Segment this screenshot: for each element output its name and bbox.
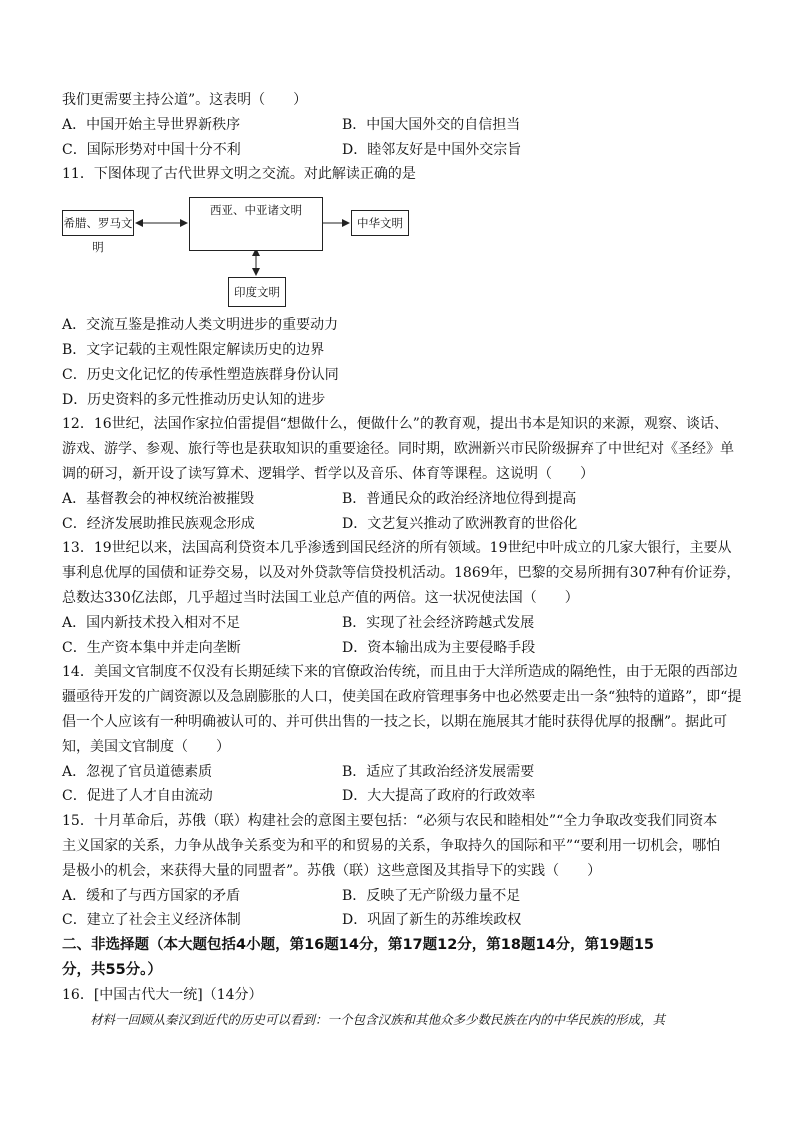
q15-option-b: B．反映了无产阶级力量不足 [342,887,521,904]
q15-stem-line-2: 主义国家的关系，力争从战争关系变为和平的和贸易的关系，争取持久的国际和平”“要利用一切机会，哪怕 [62,837,721,854]
q15-option-d: D．巩固了新生的苏维埃政权 [342,912,522,929]
q13-options-row1 [62,611,742,636]
q10-option-b: B．中国大国外交的自信担当 [342,116,521,133]
q12-options-row1 [62,487,742,512]
q13-stem-line-3: 总数达330亿法郎，几乎超过当时法国工业总产值的两倍。这一状况使法国（ ） [62,589,579,606]
q15-option-c: C．建立了社会主义经济体制 [62,912,241,929]
section2-heading-line-2: 分，共55分。） [62,961,162,978]
q12-option-d: D．文艺复兴推动了欧洲教育的世俗化 [342,515,578,532]
chinese-civilization-box [351,210,409,236]
q11-option-a: A．交流互鉴是推动人类文明进步的重要动力 [62,317,339,334]
q10-option-c: C．国际形势对中国十分不利 [62,141,241,158]
q12-stem-line-3: 调的研习，新开设了读写算术、逻辑学、哲学以及音乐、体育等课程。这说明（ ） [62,465,594,482]
greece-rome-label: 希腊、罗马文明 [63,216,133,255]
q14-option-d: D．大大提高了政府的行政效率 [342,788,536,805]
q13-stem-line-1: 13．19世纪以来，法国高利贷资本几乎渗透到国民经济的所有领域。19世纪中叶成立的几家大银行，主要从 [62,540,732,557]
q14-option-c: C．促进了人才自由流动 [62,788,213,805]
q12-option-b: B．普通民众的政治经济地位得到提高 [342,490,577,507]
indian-civilization-box [228,277,286,307]
q15-options-row2 [62,908,742,933]
q10-option-a: A．中国开始主导世界新秩序 [62,116,241,133]
q12-option-c: C．经济发展助推民族观念形成 [62,515,255,532]
q14-option-a: A．忽视了官员道德素质 [62,763,213,780]
q13-stem-line-2: 事利息优厚的国债和证券交易，以及对外贷款等信贷投机活动。1869年，巴黎的交易所拥有307种有价证券， [62,565,741,582]
indian-civilization-label: 印度文明 [234,285,280,300]
section2-heading-line-1: 二、非选择题（本大题包括4小题，第16题14分，第17题12分，第18题14分，第19题15 [62,937,655,954]
q11-option-c: C．历史文化记忆的传承性塑造族群身份认同 [62,366,339,383]
q10-options-row2 [62,138,742,163]
q15-options-row1 [62,884,742,909]
q13-options-row2 [62,636,742,661]
exam-page [62,88,742,1032]
greece-rome-box [62,210,134,255]
q11-option-d: D．历史资料的多元性推动历史认知的进步 [62,391,326,408]
west-central-asia-label: 西亚、中亚诸文明 [210,203,302,218]
q10-options-row1 [62,113,742,138]
q14-stem-line-3: 倡一个人应该有一种明确被认可的、并可供出售的一技之长，以期在施展其才能时获得优厚的报酬”。据此可 [62,713,728,730]
q16-stem: 16．[中国古代大一统]（14分） [62,986,263,1003]
q14-stem-line-1: 14．美国文官制度不仅没有长期延续下来的官僚政治传统，而且由于大洋所造成的隔绝性，由于无限的西部边 [62,664,738,681]
q14-stem-line-4: 知，美国文官制度（ ） [62,738,230,755]
q15-stem-line-3: 是极小的机会，来获得大量的同盟者”。苏俄（联）这些意图及其指导下的实践（ ） [62,862,602,879]
west-central-asia-box [189,197,323,251]
q10-stem: 我们更需要主持公道”。这表明（ ） [62,92,308,108]
q14-option-b: B．适应了其政治经济发展需要 [342,763,535,780]
q14-options-row2 [62,784,742,809]
q16-material: 材料一回顾从秦汉到近代的历史可以看到：一个包含汉族和其他众多少数民族在内的中华民族的形成，其 [90,1011,666,1027]
q13-option-c: C．生产资本集中并走向垄断 [62,639,241,656]
q12-option-a: A．基督教会的神权统治被摧毁 [62,490,255,507]
q13-option-d: D．资本输出成为主要侵略手段 [342,639,536,656]
chinese-civilization-label: 中华文明 [357,216,403,231]
q14-stem-line-2: 疆亟待开发的广阔资源以及急剧膨胀的人口，使美国在政府管理事务中也必然要走出一条“独特的道路”，即“提 [62,689,742,706]
q12-stem-line-1: 12．16世纪，法国作家拉伯雷提倡“想做什么，便做什么”的教育观，提出书本是知识的来源，观察、谈话、 [62,416,728,433]
q13-option-b: B．实现了社会经济跨越式发展 [342,614,535,631]
q14-options-row1 [62,760,742,785]
q11-option-b: B．文字记载的主观性限定解读历史的边界 [62,341,325,358]
q12-stem-line-2: 游戏、游学、参观、旅行等也是获取知识的重要途径。同时期，欧洲新兴市民阶级摒弃了中世纪对《圣经》单 [62,441,734,458]
q10-option-d: D．睦邻友好是中国外交宗旨 [342,141,522,158]
q15-stem-line-1: 15．十月革命后，苏俄（联）构建社会的意图主要包括：“必须与农民和睦相处”“全力争取改变我们同资本 [62,813,718,830]
civilization-exchange-diagram [62,191,742,311]
q13-option-a: A．国内新技术投入相对不足 [62,614,241,631]
q12-options-row2 [62,512,742,537]
q15-option-a: A．缓和了与西方国家的矛盾 [62,887,241,904]
q11-stem: 11．下图体现了古代世界文明之交流。对此解读正确的是 [62,166,416,183]
